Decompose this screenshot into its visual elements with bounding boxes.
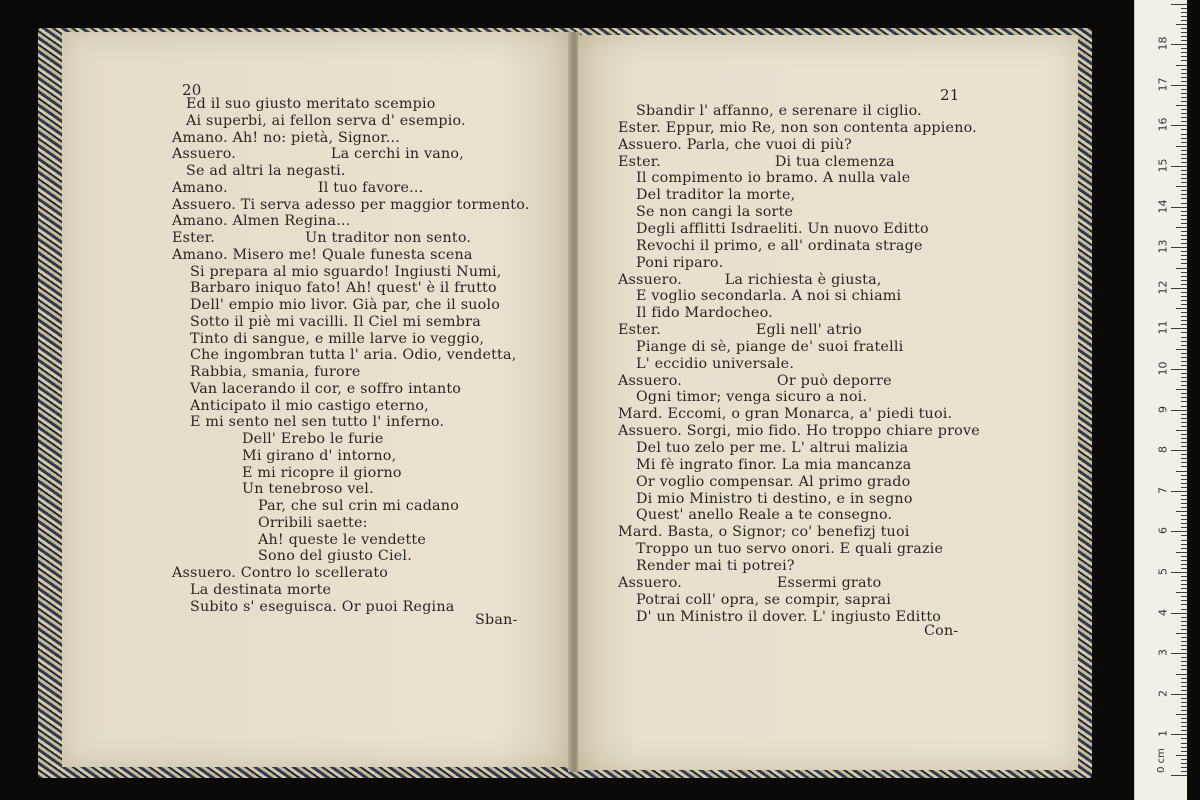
ruler-tick	[1171, 653, 1187, 654]
text-line: Se non cangi la sorte	[636, 204, 794, 221]
ruler-tick	[1181, 56, 1187, 57]
page-number-left: 20	[182, 81, 202, 99]
ruler-tick	[1181, 710, 1187, 711]
ruler-tick	[1176, 674, 1187, 675]
ruler-tick	[1181, 657, 1187, 658]
text-line: Del traditor la morte,	[636, 187, 796, 204]
ruler-tick	[1181, 726, 1187, 727]
ruler-tick	[1181, 600, 1187, 601]
ruler-tick	[1181, 365, 1187, 366]
ruler-tick	[1176, 227, 1187, 228]
ruler-tick	[1181, 215, 1187, 216]
ruler-tick	[1181, 475, 1187, 476]
ruler-tick	[1181, 332, 1187, 333]
ruler-tick	[1171, 125, 1187, 126]
ruler-tick	[1181, 397, 1187, 398]
ruler-tick	[1181, 320, 1187, 321]
ruler-tick	[1176, 389, 1187, 390]
ruler-tick	[1181, 629, 1187, 630]
ruler-tick	[1181, 625, 1187, 626]
ruler-tick	[1181, 682, 1187, 683]
ruler-tick	[1176, 552, 1187, 553]
ruler-tick	[1181, 771, 1187, 772]
ruler-tick	[1181, 544, 1187, 545]
ruler-tick	[1181, 324, 1187, 325]
ruler-tick	[1181, 345, 1187, 346]
ruler-tick	[1181, 519, 1187, 520]
ruler-tick	[1181, 747, 1187, 748]
ruler-tick	[1181, 77, 1187, 78]
ruler-tick	[1181, 203, 1187, 204]
text-line: L' eccidio universale.	[636, 355, 795, 372]
ruler-tick	[1171, 166, 1187, 167]
ruler-tick	[1181, 174, 1187, 175]
ruler-tick	[1181, 312, 1187, 313]
text-line: Ester. Egli nell' atrio	[618, 322, 862, 339]
ruler-tick	[1181, 219, 1187, 220]
ruler-tick	[1181, 743, 1187, 744]
ruler-tick	[1181, 442, 1187, 443]
right-page	[578, 35, 1078, 770]
ruler-tick	[1181, 158, 1187, 159]
ruler-tick	[1176, 633, 1187, 634]
ruler-tick	[1181, 637, 1187, 638]
text-line: Rabbia, smania, furore	[190, 364, 361, 380]
text-line: Assuero. Essermi grato	[618, 574, 882, 591]
text-line: Quest' anello Reale a te consegno.	[636, 507, 893, 524]
ruler-tick	[1181, 507, 1187, 508]
ruler-tick	[1171, 450, 1187, 451]
ruler-tick	[1181, 178, 1187, 179]
page-number-right: 21	[940, 86, 960, 104]
ruler-tick	[1181, 414, 1187, 415]
text-line: Il compimento io bramo. A nulla vale	[636, 170, 911, 187]
ruler-tick	[1181, 377, 1187, 378]
ruler-tick	[1181, 540, 1187, 541]
ruler-tick	[1181, 446, 1187, 447]
ruler-tick	[1181, 702, 1187, 703]
ruler-tick	[1181, 255, 1187, 256]
ruler-tick	[1181, 154, 1187, 155]
text-line: Ester. Eppur, mio Re, non son contenta appieno.	[618, 119, 977, 136]
ruler-tick	[1181, 483, 1187, 484]
ruler-tick	[1181, 621, 1187, 622]
text-line: Dell' Erebo le furie	[242, 431, 384, 447]
ruler-tick	[1171, 85, 1187, 86]
ruler-tick	[1171, 775, 1187, 776]
ruler-number: 11	[1156, 320, 1170, 335]
text-line: Di mio Ministro ti destino, e in segno	[636, 490, 913, 507]
ruler-tick	[1181, 190, 1187, 191]
ruler-tick	[1176, 592, 1187, 593]
ruler-tick	[1181, 32, 1187, 33]
ruler-tick	[1181, 487, 1187, 488]
ruler-tick	[1181, 235, 1187, 236]
ruler-number: 15	[1156, 158, 1170, 173]
ruler-number: 16	[1156, 117, 1170, 132]
ruler-number: 14	[1156, 199, 1170, 214]
ruler-tick	[1181, 523, 1187, 524]
text-line: Degli afflitti Isdraeliti. Un nuovo Editto	[636, 220, 929, 237]
ruler-tick	[1181, 280, 1187, 281]
text-line: Tinto di sangue, e mille larve io veggio,	[190, 330, 485, 347]
ruler-tick	[1176, 471, 1187, 472]
ruler-tick	[1181, 641, 1187, 642]
ruler-tick	[1176, 65, 1187, 66]
ruler-tick	[1181, 292, 1187, 293]
text-line: Mard. Basta, o Signor; co' benefizj tuoi	[618, 524, 910, 541]
ruler-number: 12	[1156, 280, 1170, 295]
ruler-number: 4	[1156, 608, 1170, 616]
ruler-tick	[1181, 454, 1187, 455]
text-line: La destinata morte	[190, 581, 332, 598]
ruler-tick	[1181, 36, 1187, 37]
ruler-tick	[1171, 207, 1187, 208]
ruler-tick	[1171, 410, 1187, 411]
ruler-tick	[1181, 60, 1187, 61]
ruler-tick	[1171, 369, 1187, 370]
ruler-tick	[1181, 393, 1187, 394]
ruler-tick	[1181, 730, 1187, 731]
text-line: Assuero. Or può deporre	[618, 372, 892, 389]
text-line: Assuero. La cerchi in vano,	[172, 146, 464, 163]
text-line: Ai superbi, ai fellon serva d' esempio.	[186, 112, 466, 129]
ruler-tick	[1176, 268, 1187, 269]
ruler-tick	[1176, 308, 1187, 309]
ruler-tick	[1181, 300, 1187, 301]
text-line: Ed il suo giusto meritato scempio	[186, 96, 436, 112]
ruler-tick	[1181, 568, 1187, 569]
ruler-number: 7	[1156, 486, 1170, 494]
ruler-tick	[1181, 381, 1187, 382]
ruler-tick	[1176, 24, 1187, 25]
ruler-tick	[1181, 276, 1187, 277]
text-line: Assuero. Sorgi, mio fido. Ho troppo chiare prove	[618, 423, 980, 440]
ruler-tick	[1181, 117, 1187, 118]
ruler-tick	[1181, 20, 1187, 21]
ruler-tick	[1181, 239, 1187, 240]
text-line: Il fido Mardocheo.	[636, 305, 773, 322]
text-line: Van lacerando il cor, e soffro intanto	[190, 380, 462, 397]
ruler-tick	[1181, 458, 1187, 459]
ruler-tick	[1181, 669, 1187, 670]
ruler-tick	[1181, 686, 1187, 687]
text-line: Ah! queste le vendette	[258, 531, 427, 548]
ruler-tick	[1181, 385, 1187, 386]
ruler-tick	[1181, 48, 1187, 49]
text-line: Mi fè ingrato finor. La mia mancanza	[636, 456, 912, 473]
ruler-tick	[1181, 223, 1187, 224]
ruler-tick	[1181, 12, 1187, 13]
ruler-tick	[1181, 109, 1187, 110]
ruler-tick	[1181, 617, 1187, 618]
ruler-tick	[1176, 511, 1187, 512]
text-line: Dell' empio mio livor. Già par, che il suolo	[190, 297, 501, 313]
text-line: D' un Ministro il dover. L' ingiusto Editto	[636, 608, 942, 625]
text-line: Troppo un tuo servo onori. E quali grazie	[636, 541, 944, 558]
ruler-tick	[1181, 678, 1187, 679]
ruler-tick	[1181, 373, 1187, 374]
ruler-tick	[1181, 580, 1187, 581]
ruler-tick	[1181, 138, 1187, 139]
ruler-tick	[1181, 706, 1187, 707]
ruler-number: 2	[1156, 689, 1170, 697]
ruler-tick	[1181, 434, 1187, 435]
text-line: Revochi il primo, e all' ordinata strage	[636, 237, 923, 254]
text-line: E mi ricopre il giorno	[242, 464, 402, 481]
ruler-tick	[1181, 142, 1187, 143]
text-line: Barbaro iniquo fato! Ah! quest' è il frutto	[190, 280, 497, 297]
text-line: Amano. Ah! no: pietà, Signor...	[172, 129, 401, 146]
ruler-number: 17	[1156, 77, 1170, 92]
ruler-tick	[1181, 564, 1187, 565]
left-page	[62, 32, 570, 767]
ruler-tick	[1181, 661, 1187, 662]
ruler-tick	[1181, 361, 1187, 362]
ruler-tick	[1181, 28, 1187, 29]
ruler-number: 5	[1156, 568, 1170, 575]
ruler-number: 8	[1156, 446, 1170, 454]
ruler-tick	[1181, 418, 1187, 419]
ruler-tick	[1181, 401, 1187, 402]
ruler-tick	[1171, 247, 1187, 248]
catchword-left: Sban-	[475, 612, 518, 628]
ruler-tick	[1181, 535, 1187, 536]
ruler-tick	[1181, 182, 1187, 183]
ruler-tick	[1181, 16, 1187, 17]
text-line: Un tenebroso vel.	[242, 481, 374, 498]
ruler-tick	[1181, 198, 1187, 199]
ruler-tick	[1181, 231, 1187, 232]
ruler-tick	[1171, 613, 1187, 614]
text-line: Che ingombran tutta l' aria. Odio, vendetta,	[190, 347, 517, 364]
ruler-tick	[1181, 121, 1187, 122]
text-line: Orribili saette:	[258, 514, 368, 531]
ruler-tick	[1181, 81, 1187, 82]
text-line: Se ad altri la negasti.	[186, 163, 346, 179]
text-line: Subito s' eseguisca. Or puoi Regina	[190, 598, 455, 615]
ruler-tick	[1176, 146, 1187, 147]
ruler-tick	[1181, 548, 1187, 549]
ruler-tick	[1171, 491, 1187, 492]
ruler-unit: 0 cm	[1155, 748, 1167, 773]
measurement-ruler	[1134, 0, 1187, 800]
ruler-tick	[1181, 341, 1187, 342]
ruler-tick	[1171, 531, 1187, 532]
text-line: Del tuo zelo per me. L' altrui malizia	[636, 440, 909, 456]
ruler-number: 6	[1156, 527, 1170, 535]
ruler-tick	[1181, 304, 1187, 305]
ruler-tick	[1181, 113, 1187, 114]
ruler-tick	[1181, 438, 1187, 439]
text-line: Poni riparo.	[636, 254, 724, 271]
ruler-tick	[1181, 337, 1187, 338]
ruler-tick	[1181, 272, 1187, 273]
ruler-tick	[1181, 722, 1187, 723]
text-line: Or voglio compensar. Al primo grado	[636, 473, 911, 490]
ruler-tick	[1181, 466, 1187, 467]
ruler-tick	[1181, 211, 1187, 212]
ruler-tick	[1181, 284, 1187, 285]
ruler-tick	[1181, 649, 1187, 650]
ruler-tick	[1181, 101, 1187, 102]
ruler-tick	[1181, 499, 1187, 500]
ruler-tick	[1181, 738, 1187, 739]
text-line: Ester. Un traditor non sento.	[172, 230, 472, 246]
text-line: Assuero. Parla, che vuoi di più?	[618, 136, 852, 153]
ruler-tick	[1176, 349, 1187, 350]
ruler-tick	[1176, 186, 1187, 187]
text-line: Render mai ti potrei?	[636, 557, 795, 574]
text-line: Sbandir l' affanno, e serenare il ciglio.	[636, 103, 922, 119]
text-line: Mard. Eccomi, o gran Monarca, a' piedi tuoi.	[618, 406, 953, 423]
ruler-tick	[1181, 134, 1187, 135]
ruler-tick	[1181, 690, 1187, 691]
text-line: Amano. Misero me! Quale funesta scena	[172, 246, 473, 263]
ruler-tick	[1181, 89, 1187, 90]
ruler-tick	[1181, 609, 1187, 610]
ruler-tick	[1181, 527, 1187, 528]
text-line: E mi sento nel sen tutto l' inferno.	[190, 414, 445, 431]
ruler-tick	[1181, 426, 1187, 427]
ruler-tick	[1181, 422, 1187, 423]
ruler-tick	[1181, 97, 1187, 98]
ruler-tick	[1181, 576, 1187, 577]
ruler-tick	[1171, 328, 1187, 329]
text-line: Ester. Di tua clemenza	[618, 153, 895, 170]
ruler-tick	[1181, 698, 1187, 699]
ruler-tick	[1181, 604, 1187, 605]
text-line: E voglio secondarla. A noi si chiami	[636, 288, 902, 305]
ruler-tick	[1181, 718, 1187, 719]
ruler-tick	[1181, 665, 1187, 666]
text-line: Sono del giusto Ciel.	[258, 548, 412, 565]
ruler-tick	[1181, 759, 1187, 760]
text-line: Assuero. Contro lo scellerato	[172, 565, 389, 581]
ruler-tick	[1171, 288, 1187, 289]
text-line: Assuero. Ti serva adesso per maggior tormento.	[172, 196, 530, 213]
ruler-tick	[1176, 755, 1187, 756]
ruler-tick	[1181, 515, 1187, 516]
ruler-number: 10	[1156, 361, 1170, 376]
text-line: Potrai coll' opra, se compir, saprai	[636, 591, 892, 608]
text-line: Mi girano d' intorno,	[242, 447, 397, 464]
ruler-tick	[1181, 763, 1187, 764]
text-line: Si prepara al mio sguardo! Ingiusti Numi,	[190, 263, 502, 280]
ruler-tick	[1181, 243, 1187, 244]
ruler-tick	[1181, 596, 1187, 597]
ruler-tick	[1181, 462, 1187, 463]
ruler-tick	[1181, 129, 1187, 130]
ruler-number: 1	[1156, 730, 1170, 738]
text-line: Assuero. La richiesta è giusta,	[618, 271, 882, 288]
ruler-tick	[1176, 430, 1187, 431]
text-line: Amano. Il tuo favore...	[172, 179, 424, 196]
ruler-tick	[1181, 479, 1187, 480]
ruler-tick	[1181, 406, 1187, 407]
ruler-tick	[1181, 353, 1187, 354]
text-line: Piange di sè, piange de' suoi fratelli	[636, 338, 904, 355]
ruler-tick	[1181, 588, 1187, 589]
ruler-tick	[1181, 767, 1187, 768]
ruler-number: 9	[1156, 405, 1170, 413]
ruler-tick	[1171, 734, 1187, 735]
ruler-tick	[1181, 556, 1187, 557]
ruler-tick	[1181, 560, 1187, 561]
ruler-tick	[1181, 251, 1187, 252]
text-line: Ogni timor; venga sicuro a noi.	[636, 389, 868, 406]
text-line: Anticipato il mio castigo eterno,	[190, 397, 429, 414]
text-line: Sotto il piè mi vacilli. Il Ciel mi sembra	[190, 313, 481, 330]
ruler-tick	[1171, 572, 1187, 573]
ruler-tick	[1181, 162, 1187, 163]
ruler-tick	[1181, 263, 1187, 264]
ruler-tick	[1181, 751, 1187, 752]
ruler-tick	[1181, 495, 1187, 496]
ruler-tick	[1181, 8, 1187, 9]
ruler-tick	[1171, 44, 1187, 45]
text-line: Amano. Almen Regina...	[172, 213, 351, 230]
ruler-tick	[1181, 52, 1187, 53]
ruler-tick	[1181, 194, 1187, 195]
ruler-tick	[1181, 645, 1187, 646]
ruler-tick	[1181, 170, 1187, 171]
ruler-number: 3	[1156, 649, 1170, 657]
catchword-right: Con-	[924, 623, 959, 639]
ruler-number: 18	[1156, 36, 1170, 51]
ruler-tick	[1171, 694, 1187, 695]
ruler-tick	[1181, 259, 1187, 260]
ruler-tick	[1181, 316, 1187, 317]
ruler-tick	[1176, 105, 1187, 106]
ruler-number: 13	[1156, 239, 1170, 254]
ruler-tick	[1181, 40, 1187, 41]
ruler-tick	[1181, 150, 1187, 151]
ruler-tick	[1181, 357, 1187, 358]
ruler-tick	[1181, 73, 1187, 74]
ruler-tick	[1181, 296, 1187, 297]
ruler-tick	[1181, 69, 1187, 70]
ruler-tick	[1176, 714, 1187, 715]
ruler-tick	[1181, 584, 1187, 585]
ruler-tick	[1171, 4, 1187, 5]
ruler-tick	[1181, 93, 1187, 94]
text-line: Par, che sul crin mi cadano	[258, 498, 459, 514]
ruler-tick	[1181, 503, 1187, 504]
